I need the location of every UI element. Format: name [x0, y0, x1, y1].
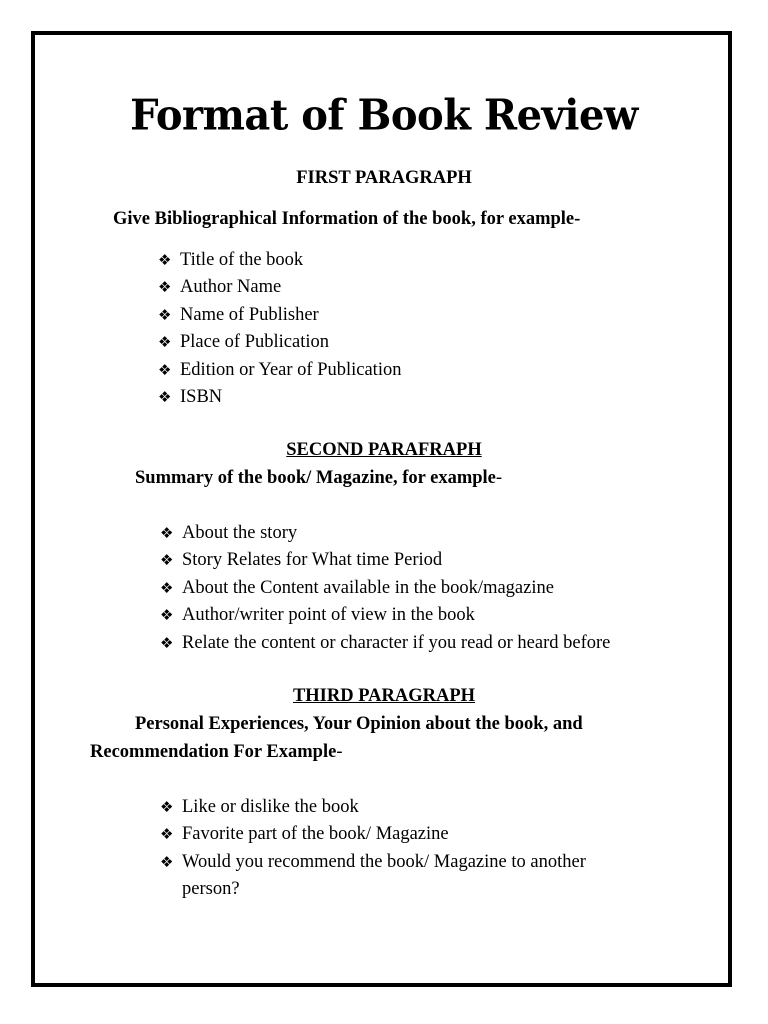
third-paragraph-list — [160, 794, 640, 904]
list-item-text: About the story — [182, 523, 298, 543]
list-item-text: Author/writer point of view in the book — [182, 605, 475, 626]
third-paragraph-intro-text-1: Personal Experiences, Your Opinion about the book, and — [135, 714, 583, 734]
list-item — [160, 821, 640, 848]
list-item-text: ISBN — [180, 387, 223, 408]
list-item — [160, 575, 610, 602]
list-item-text: Title of the book — [180, 250, 304, 270]
list-item-text: Name of Publisher — [180, 304, 319, 325]
third-paragraph-heading — [0, 686, 768, 707]
list-item-text: Favorite part of the book/ Magazine — [182, 824, 449, 845]
diamond-bullet-icon: ❖ — [160, 606, 174, 625]
third-paragraph-heading-text: THIRD PARAGRAPH — [292, 686, 476, 706]
list-item — [158, 384, 401, 411]
list-item — [158, 274, 401, 301]
list-item — [160, 520, 610, 547]
first-paragraph-intro — [113, 209, 580, 230]
list-item-text: Edition or Year of Publication — [180, 359, 402, 380]
list-item — [158, 357, 401, 384]
list-item-text: About the Content available in the book/magazine — [182, 577, 554, 598]
list-item-text: Would you recommend the book/ Magazine to another person? — [182, 851, 586, 900]
diamond-bullet-icon: ❖ — [160, 551, 174, 570]
second-paragraph-list — [160, 520, 610, 657]
list-item-text: Story Relates for What time Period — [182, 550, 443, 571]
diamond-bullet-icon: ❖ — [158, 388, 172, 407]
list-item-text: Relate the content or character if you read or heard before — [182, 632, 611, 653]
diamond-bullet-icon: ❖ — [160, 825, 174, 844]
diamond-bullet-icon: ❖ — [158, 251, 172, 269]
list-item — [160, 630, 610, 657]
first-paragraph-list — [158, 247, 401, 411]
first-paragraph-intro-text: Give Bibliographical Information of the book, for example- — [113, 209, 581, 229]
page-title: Format of Book Review — [130, 90, 638, 141]
list-item — [160, 547, 610, 574]
third-paragraph-intro-text-2: Recommendation For Example — [90, 742, 337, 762]
second-paragraph-intro-text: Summary of the book/ Magazine, for example — [135, 468, 496, 488]
second-paragraph-heading — [0, 440, 768, 461]
diamond-bullet-icon: ❖ — [160, 524, 174, 542]
third-paragraph-intro-line2: Recommendation For Example- — [90, 742, 343, 762]
diamond-bullet-icon: ❖ — [158, 305, 172, 324]
first-paragraph-heading — [0, 168, 768, 189]
list-item — [160, 602, 610, 629]
second-paragraph-heading-text: SECOND PARAFRAPH — [286, 440, 482, 460]
list-item-text: Place of Publication — [180, 332, 329, 353]
diamond-bullet-icon: ❖ — [160, 798, 174, 816]
list-item-text: Like or dislike the book — [182, 797, 359, 817]
list-item — [158, 302, 401, 329]
third-paragraph-intro-line1 — [135, 714, 583, 735]
diamond-bullet-icon: ❖ — [158, 278, 172, 297]
diamond-bullet-icon: ❖ — [158, 333, 172, 352]
second-paragraph-intro: Summary of the book/ Magazine, for example- — [135, 468, 503, 488]
list-item — [160, 794, 640, 821]
list-item — [160, 849, 640, 904]
list-item-text: Author Name — [180, 277, 282, 298]
diamond-bullet-icon: ❖ — [160, 852, 174, 871]
first-paragraph-heading-text: FIRST PARAGRAPH — [296, 168, 472, 188]
diamond-bullet-icon: ❖ — [158, 360, 172, 379]
diamond-bullet-icon: ❖ — [160, 633, 174, 652]
list-item — [158, 329, 401, 356]
list-item — [158, 247, 401, 274]
diamond-bullet-icon: ❖ — [160, 578, 174, 597]
